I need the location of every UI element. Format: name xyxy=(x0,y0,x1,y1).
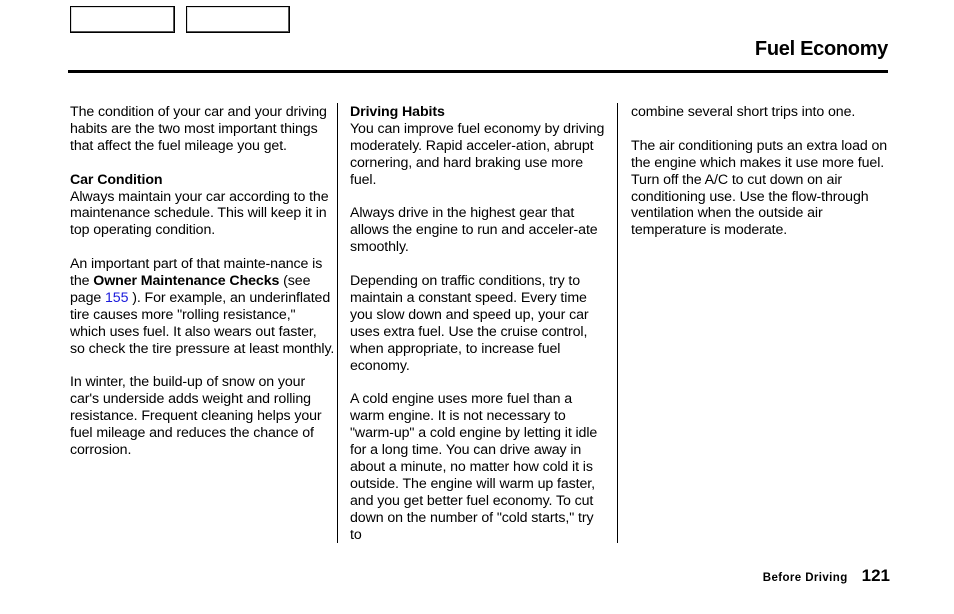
car-condition-heading: Car Condition xyxy=(70,171,163,188)
intro-paragraph: The condition of your car and your driving habits are the two most important things that affect the fuel mileage you get. xyxy=(70,104,327,154)
page-number: 121 xyxy=(861,566,890,585)
air-conditioning-paragraph: The air conditioning puts an extra load on the engine which makes it use more fuel. Turn off the A/C to cut down on air conditioning use. Use the flow-through ventilation when the outside air temperature is moderate. xyxy=(631,137,888,239)
constant-speed-paragraph: Depending on traffic conditions, try to maintain a constant speed. Every time you slow down and speed up, your car uses extra fuel. Use the cruise control, when appropriate, to increase fuel economy. xyxy=(350,273,589,374)
previous-page-button[interactable] xyxy=(70,6,175,33)
maintenance-paragraph: An important part of that mainte-nance is the Owner Maintenance Checks (see page 155 ). For example, an underinflated tire causes more "rolling resistance," which uses fuel. It also wears out faster, so check the tire pressure at least monthly. xyxy=(70,256,335,357)
car-condition-paragraph: Always maintain your car according to the maintenance schedule. This will keep it in top operating condition. xyxy=(70,188,329,239)
cold-engine-paragraph: A cold engine uses more fuel than a warm engine. It is not necessary to "warm-up" a cold engine by letting it idle for a long time. You can drive away in about a minute, no matter how cold it is outside. The engine will warm up faster, and you get better fuel economy. To cut down on the number of "cold starts," try to xyxy=(350,391,598,543)
column-divider-2 xyxy=(617,103,618,543)
combine-trips-paragraph: combine several short trips into one. xyxy=(631,104,856,120)
column-left xyxy=(70,104,335,459)
page-155-link[interactable]: 155 xyxy=(105,289,129,306)
next-page-button[interactable] xyxy=(186,6,290,33)
footer-section-name: Before Driving xyxy=(762,572,848,584)
title-rule xyxy=(68,70,888,73)
column-middle xyxy=(350,104,608,544)
driving-habits-heading: Driving Habits xyxy=(350,104,445,120)
highest-gear-paragraph: Always drive in the highest gear that allows the engine to run and acceler-ate smoothly. xyxy=(350,205,598,256)
column-right xyxy=(631,104,889,239)
column-divider-1 xyxy=(337,103,338,543)
winter-paragraph: In winter, the build-up of snow on your car's underside adds weight and rolling resistance. Frequent cleaning helps your fuel mileage and reduces the chance of corrosion. xyxy=(70,374,322,459)
page-footer xyxy=(763,566,890,586)
page-title: Fuel Economy xyxy=(754,38,888,60)
driving-habits-paragraph: You can improve fuel economy by driving moderately. Rapid acceler-ation, abrupt cornering, and hard braking use more fuel. xyxy=(350,120,605,188)
owner-maintenance-checks-term: Owner Maintenance Checks xyxy=(93,273,280,290)
